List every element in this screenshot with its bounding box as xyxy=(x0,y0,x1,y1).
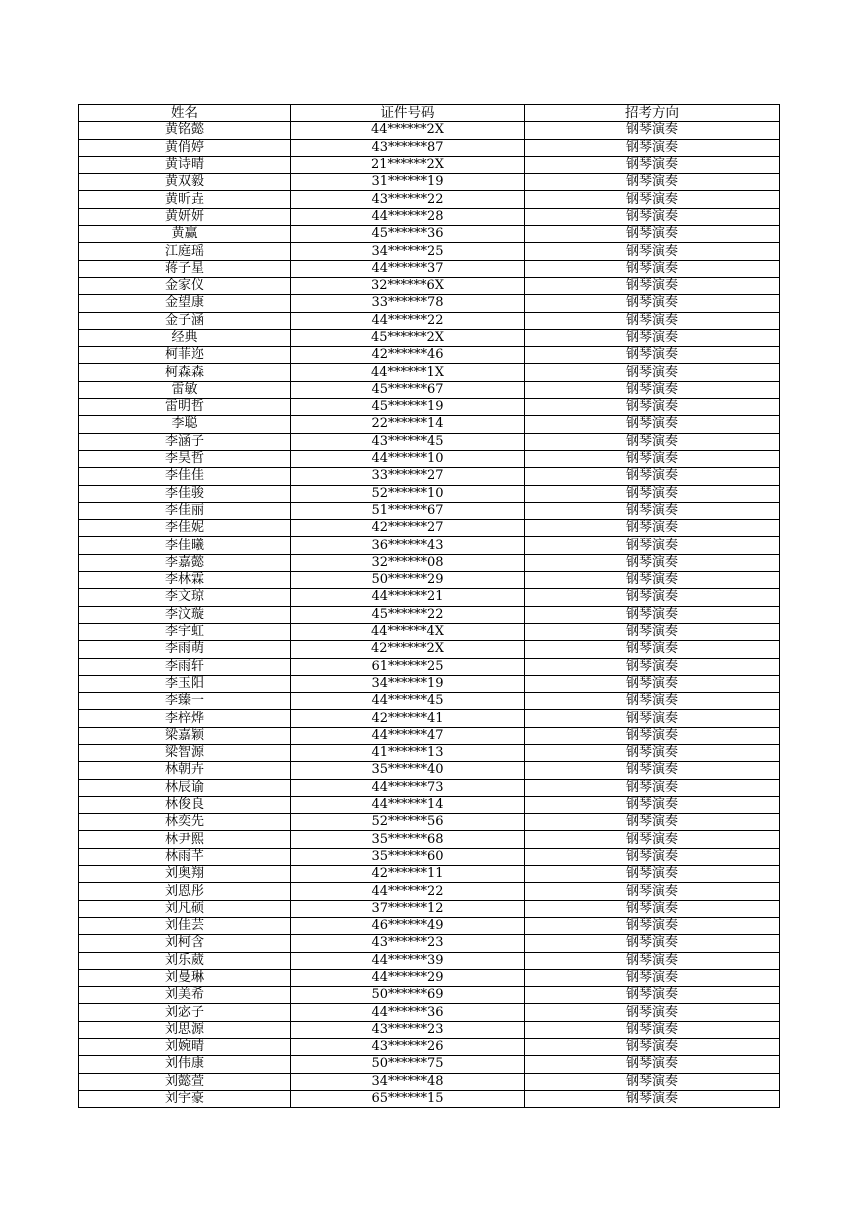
cell-id-number: 44******37 xyxy=(291,260,525,277)
cell-id-number: 44******1X xyxy=(291,364,525,381)
cell-direction: 钢琴演奏 xyxy=(525,987,780,1004)
cell-name: 江庭瑶 xyxy=(79,243,291,260)
cell-id-number: 42******27 xyxy=(291,520,525,537)
cell-id-number: 34******25 xyxy=(291,243,525,260)
cell-name: 林尹熙 xyxy=(79,831,291,848)
cell-name: 刘宓子 xyxy=(79,1004,291,1021)
table-row xyxy=(79,1090,780,1107)
cell-direction: 钢琴演奏 xyxy=(525,485,780,502)
table-row xyxy=(79,174,780,191)
cell-name: 李涵子 xyxy=(79,433,291,450)
cell-name: 李雨轩 xyxy=(79,658,291,675)
cell-direction: 钢琴演奏 xyxy=(525,935,780,952)
table-row xyxy=(79,969,780,986)
cell-direction: 钢琴演奏 xyxy=(525,295,780,312)
table-row xyxy=(79,693,780,710)
cell-direction: 钢琴演奏 xyxy=(525,502,780,519)
cell-id-number: 44******29 xyxy=(291,969,525,986)
cell-id-number: 42******41 xyxy=(291,710,525,727)
cell-name: 刘乐葳 xyxy=(79,952,291,969)
cell-id-number: 45******22 xyxy=(291,606,525,623)
cell-direction: 钢琴演奏 xyxy=(525,796,780,813)
cell-name: 刘奥翔 xyxy=(79,866,291,883)
table-row xyxy=(79,606,780,623)
cell-name: 黄妍妍 xyxy=(79,208,291,225)
cell-id-number: 44******45 xyxy=(291,693,525,710)
cell-name: 李梓烨 xyxy=(79,710,291,727)
cell-name: 经典 xyxy=(79,329,291,346)
cell-direction: 钢琴演奏 xyxy=(525,520,780,537)
table-row xyxy=(79,814,780,831)
cell-id-number: 44******22 xyxy=(291,883,525,900)
cell-id-number: 44******39 xyxy=(291,952,525,969)
cell-direction: 钢琴演奏 xyxy=(525,589,780,606)
cell-id-number: 45******2X xyxy=(291,329,525,346)
cell-name: 李文琼 xyxy=(79,589,291,606)
cell-name: 金子涵 xyxy=(79,312,291,329)
table-row xyxy=(79,917,780,934)
cell-direction: 钢琴演奏 xyxy=(525,122,780,139)
cell-id-number: 44******36 xyxy=(291,1004,525,1021)
cell-id-number: 42******46 xyxy=(291,347,525,364)
cell-direction: 钢琴演奏 xyxy=(525,744,780,761)
cell-id-number: 43******23 xyxy=(291,1021,525,1038)
cell-direction: 钢琴演奏 xyxy=(525,606,780,623)
cell-direction: 钢琴演奏 xyxy=(525,779,780,796)
table-row xyxy=(79,450,780,467)
cell-direction: 钢琴演奏 xyxy=(525,1004,780,1021)
cell-id-number: 43******26 xyxy=(291,1039,525,1056)
table-row xyxy=(79,779,780,796)
table-row xyxy=(79,1073,780,1090)
table-row xyxy=(79,139,780,156)
cell-name: 林辰谕 xyxy=(79,779,291,796)
cell-id-number: 52******10 xyxy=(291,485,525,502)
cell-name: 李佳妮 xyxy=(79,520,291,537)
cell-id-number: 34******19 xyxy=(291,675,525,692)
cell-id-number: 43******45 xyxy=(291,433,525,450)
cell-name: 李宇虹 xyxy=(79,623,291,640)
cell-id-number: 44******4X xyxy=(291,623,525,640)
cell-direction: 钢琴演奏 xyxy=(525,883,780,900)
table-row xyxy=(79,329,780,346)
cell-name: 刘思源 xyxy=(79,1021,291,1038)
cell-name: 黄双毅 xyxy=(79,174,291,191)
cell-direction: 钢琴演奏 xyxy=(525,952,780,969)
cell-name: 李臻一 xyxy=(79,693,291,710)
cell-id-number: 22******14 xyxy=(291,416,525,433)
table-row xyxy=(79,554,780,571)
cell-direction: 钢琴演奏 xyxy=(525,1073,780,1090)
cell-direction: 钢琴演奏 xyxy=(525,537,780,554)
cell-direction: 钢琴演奏 xyxy=(525,347,780,364)
cell-name: 金望康 xyxy=(79,295,291,312)
cell-name: 刘宇豪 xyxy=(79,1090,291,1107)
cell-id-number: 33******78 xyxy=(291,295,525,312)
cell-direction: 钢琴演奏 xyxy=(525,416,780,433)
cell-id-number: 35******40 xyxy=(291,762,525,779)
cell-id-number: 43******87 xyxy=(291,139,525,156)
cell-id-number: 42******2X xyxy=(291,641,525,658)
cell-id-number: 50******75 xyxy=(291,1056,525,1073)
table-row xyxy=(79,883,780,900)
table-row xyxy=(79,208,780,225)
cell-id-number: 21******2X xyxy=(291,156,525,173)
cell-id-number: 44******28 xyxy=(291,208,525,225)
table-row xyxy=(79,762,780,779)
cell-name: 李嘉懿 xyxy=(79,554,291,571)
table-row xyxy=(79,572,780,589)
table-body xyxy=(79,122,780,1108)
cell-id-number: 31******19 xyxy=(291,174,525,191)
cell-name: 李雨萌 xyxy=(79,641,291,658)
table-row xyxy=(79,1039,780,1056)
cell-id-number: 42******11 xyxy=(291,866,525,883)
cell-name: 李佳骏 xyxy=(79,485,291,502)
table-row xyxy=(79,935,780,952)
cell-name: 黄诗晴 xyxy=(79,156,291,173)
cell-direction: 钢琴演奏 xyxy=(525,675,780,692)
cell-direction: 钢琴演奏 xyxy=(525,312,780,329)
cell-direction: 钢琴演奏 xyxy=(525,866,780,883)
cell-direction: 钢琴演奏 xyxy=(525,727,780,744)
cell-id-number: 44******47 xyxy=(291,727,525,744)
cell-name: 刘恩彤 xyxy=(79,883,291,900)
table-row xyxy=(79,537,780,554)
table-row xyxy=(79,796,780,813)
cell-direction: 钢琴演奏 xyxy=(525,468,780,485)
table-row xyxy=(79,866,780,883)
cell-id-number: 50******29 xyxy=(291,572,525,589)
cell-direction: 钢琴演奏 xyxy=(525,969,780,986)
cell-id-number: 41******13 xyxy=(291,744,525,761)
header-row xyxy=(79,105,780,122)
cell-name: 金家仪 xyxy=(79,277,291,294)
table-row xyxy=(79,589,780,606)
cell-name: 李佳曦 xyxy=(79,537,291,554)
cell-id-number: 44******22 xyxy=(291,312,525,329)
table-row xyxy=(79,381,780,398)
cell-name: 刘佳芸 xyxy=(79,917,291,934)
cell-id-number: 32******08 xyxy=(291,554,525,571)
roster-table xyxy=(78,104,780,1108)
table-row xyxy=(79,433,780,450)
cell-name: 刘曼琳 xyxy=(79,969,291,986)
cell-name: 林雨芊 xyxy=(79,848,291,865)
table-row xyxy=(79,658,780,675)
table-row xyxy=(79,744,780,761)
table-row xyxy=(79,260,780,277)
table-row xyxy=(79,156,780,173)
cell-direction: 钢琴演奏 xyxy=(525,260,780,277)
cell-name: 李聪 xyxy=(79,416,291,433)
cell-id-number: 34******48 xyxy=(291,1073,525,1090)
cell-id-number: 50******69 xyxy=(291,987,525,1004)
cell-id-number: 46******49 xyxy=(291,917,525,934)
cell-direction: 钢琴演奏 xyxy=(525,329,780,346)
cell-direction: 钢琴演奏 xyxy=(525,364,780,381)
cell-direction: 钢琴演奏 xyxy=(525,572,780,589)
table-header xyxy=(79,105,780,122)
table-row xyxy=(79,623,780,640)
cell-direction: 钢琴演奏 xyxy=(525,243,780,260)
cell-direction: 钢琴演奏 xyxy=(525,814,780,831)
table-row xyxy=(79,191,780,208)
table-row xyxy=(79,900,780,917)
cell-name: 柯菲迩 xyxy=(79,347,291,364)
cell-direction: 钢琴演奏 xyxy=(525,710,780,727)
cell-name: 李汶璇 xyxy=(79,606,291,623)
cell-direction: 钢琴演奏 xyxy=(525,762,780,779)
table-row xyxy=(79,502,780,519)
cell-id-number: 32******6X xyxy=(291,277,525,294)
cell-direction: 钢琴演奏 xyxy=(525,900,780,917)
table-row xyxy=(79,831,780,848)
cell-direction: 钢琴演奏 xyxy=(525,641,780,658)
cell-direction: 钢琴演奏 xyxy=(525,191,780,208)
cell-direction: 钢琴演奏 xyxy=(525,1021,780,1038)
table-row xyxy=(79,987,780,1004)
cell-name: 刘凡硕 xyxy=(79,900,291,917)
cell-name: 李昊哲 xyxy=(79,450,291,467)
header-id-number: 证件号码 xyxy=(291,105,525,122)
cell-direction: 钢琴演奏 xyxy=(525,848,780,865)
cell-name: 黄铭懿 xyxy=(79,122,291,139)
cell-name: 梁嘉颖 xyxy=(79,727,291,744)
cell-id-number: 51******67 xyxy=(291,502,525,519)
cell-id-number: 45******36 xyxy=(291,226,525,243)
cell-id-number: 45******19 xyxy=(291,399,525,416)
cell-id-number: 43******22 xyxy=(291,191,525,208)
table-row xyxy=(79,277,780,294)
cell-direction: 钢琴演奏 xyxy=(525,1039,780,1056)
table-row xyxy=(79,226,780,243)
table-row xyxy=(79,1056,780,1073)
table-row xyxy=(79,710,780,727)
cell-direction: 钢琴演奏 xyxy=(525,399,780,416)
cell-name: 刘伟康 xyxy=(79,1056,291,1073)
cell-id-number: 44******14 xyxy=(291,796,525,813)
table-row xyxy=(79,848,780,865)
cell-direction: 钢琴演奏 xyxy=(525,381,780,398)
cell-name: 黄昕垚 xyxy=(79,191,291,208)
table-row xyxy=(79,727,780,744)
cell-id-number: 43******23 xyxy=(291,935,525,952)
header-name: 姓名 xyxy=(79,105,291,122)
cell-name: 李林霖 xyxy=(79,572,291,589)
cell-direction: 钢琴演奏 xyxy=(525,658,780,675)
cell-name: 雷明哲 xyxy=(79,399,291,416)
table-row xyxy=(79,641,780,658)
cell-id-number: 44******21 xyxy=(291,589,525,606)
cell-name: 李玉阳 xyxy=(79,675,291,692)
cell-name: 刘柯含 xyxy=(79,935,291,952)
table-row xyxy=(79,520,780,537)
table-row xyxy=(79,347,780,364)
cell-id-number: 65******15 xyxy=(291,1090,525,1107)
cell-id-number: 44******10 xyxy=(291,450,525,467)
cell-name: 林朝卉 xyxy=(79,762,291,779)
cell-id-number: 33******27 xyxy=(291,468,525,485)
table-row xyxy=(79,1021,780,1038)
cell-id-number: 45******67 xyxy=(291,381,525,398)
table-row xyxy=(79,312,780,329)
table-row xyxy=(79,416,780,433)
cell-name: 黄俏婷 xyxy=(79,139,291,156)
table-row xyxy=(79,468,780,485)
cell-direction: 钢琴演奏 xyxy=(525,208,780,225)
cell-id-number: 35******60 xyxy=(291,848,525,865)
cell-id-number: 35******68 xyxy=(291,831,525,848)
table-row xyxy=(79,675,780,692)
cell-name: 雷敏 xyxy=(79,381,291,398)
cell-direction: 钢琴演奏 xyxy=(525,277,780,294)
cell-name: 李佳佳 xyxy=(79,468,291,485)
cell-direction: 钢琴演奏 xyxy=(525,156,780,173)
cell-direction: 钢琴演奏 xyxy=(525,139,780,156)
cell-name: 刘婉晴 xyxy=(79,1039,291,1056)
table-row xyxy=(79,122,780,139)
table-row xyxy=(79,399,780,416)
header-direction: 招考方向 xyxy=(525,105,780,122)
cell-name: 刘懿萱 xyxy=(79,1073,291,1090)
table-row xyxy=(79,295,780,312)
cell-id-number: 52******56 xyxy=(291,814,525,831)
cell-direction: 钢琴演奏 xyxy=(525,433,780,450)
cell-direction: 钢琴演奏 xyxy=(525,917,780,934)
cell-direction: 钢琴演奏 xyxy=(525,226,780,243)
cell-direction: 钢琴演奏 xyxy=(525,831,780,848)
table-row xyxy=(79,485,780,502)
cell-direction: 钢琴演奏 xyxy=(525,1056,780,1073)
cell-id-number: 36******43 xyxy=(291,537,525,554)
cell-name: 柯森森 xyxy=(79,364,291,381)
cell-id-number: 44******73 xyxy=(291,779,525,796)
cell-name: 梁智源 xyxy=(79,744,291,761)
cell-name: 李佳丽 xyxy=(79,502,291,519)
cell-name: 蒋子星 xyxy=(79,260,291,277)
cell-name: 林奕先 xyxy=(79,814,291,831)
cell-id-number: 44******2X xyxy=(291,122,525,139)
cell-direction: 钢琴演奏 xyxy=(525,693,780,710)
table-row xyxy=(79,952,780,969)
cell-name: 黄赢 xyxy=(79,226,291,243)
cell-direction: 钢琴演奏 xyxy=(525,554,780,571)
cell-name: 林俊良 xyxy=(79,796,291,813)
cell-direction: 钢琴演奏 xyxy=(525,623,780,640)
cell-id-number: 61******25 xyxy=(291,658,525,675)
cell-direction: 钢琴演奏 xyxy=(525,1090,780,1107)
cell-id-number: 37******12 xyxy=(291,900,525,917)
cell-direction: 钢琴演奏 xyxy=(525,174,780,191)
cell-direction: 钢琴演奏 xyxy=(525,450,780,467)
table-row xyxy=(79,1004,780,1021)
table-row xyxy=(79,364,780,381)
cell-name: 刘美希 xyxy=(79,987,291,1004)
table-row xyxy=(79,243,780,260)
